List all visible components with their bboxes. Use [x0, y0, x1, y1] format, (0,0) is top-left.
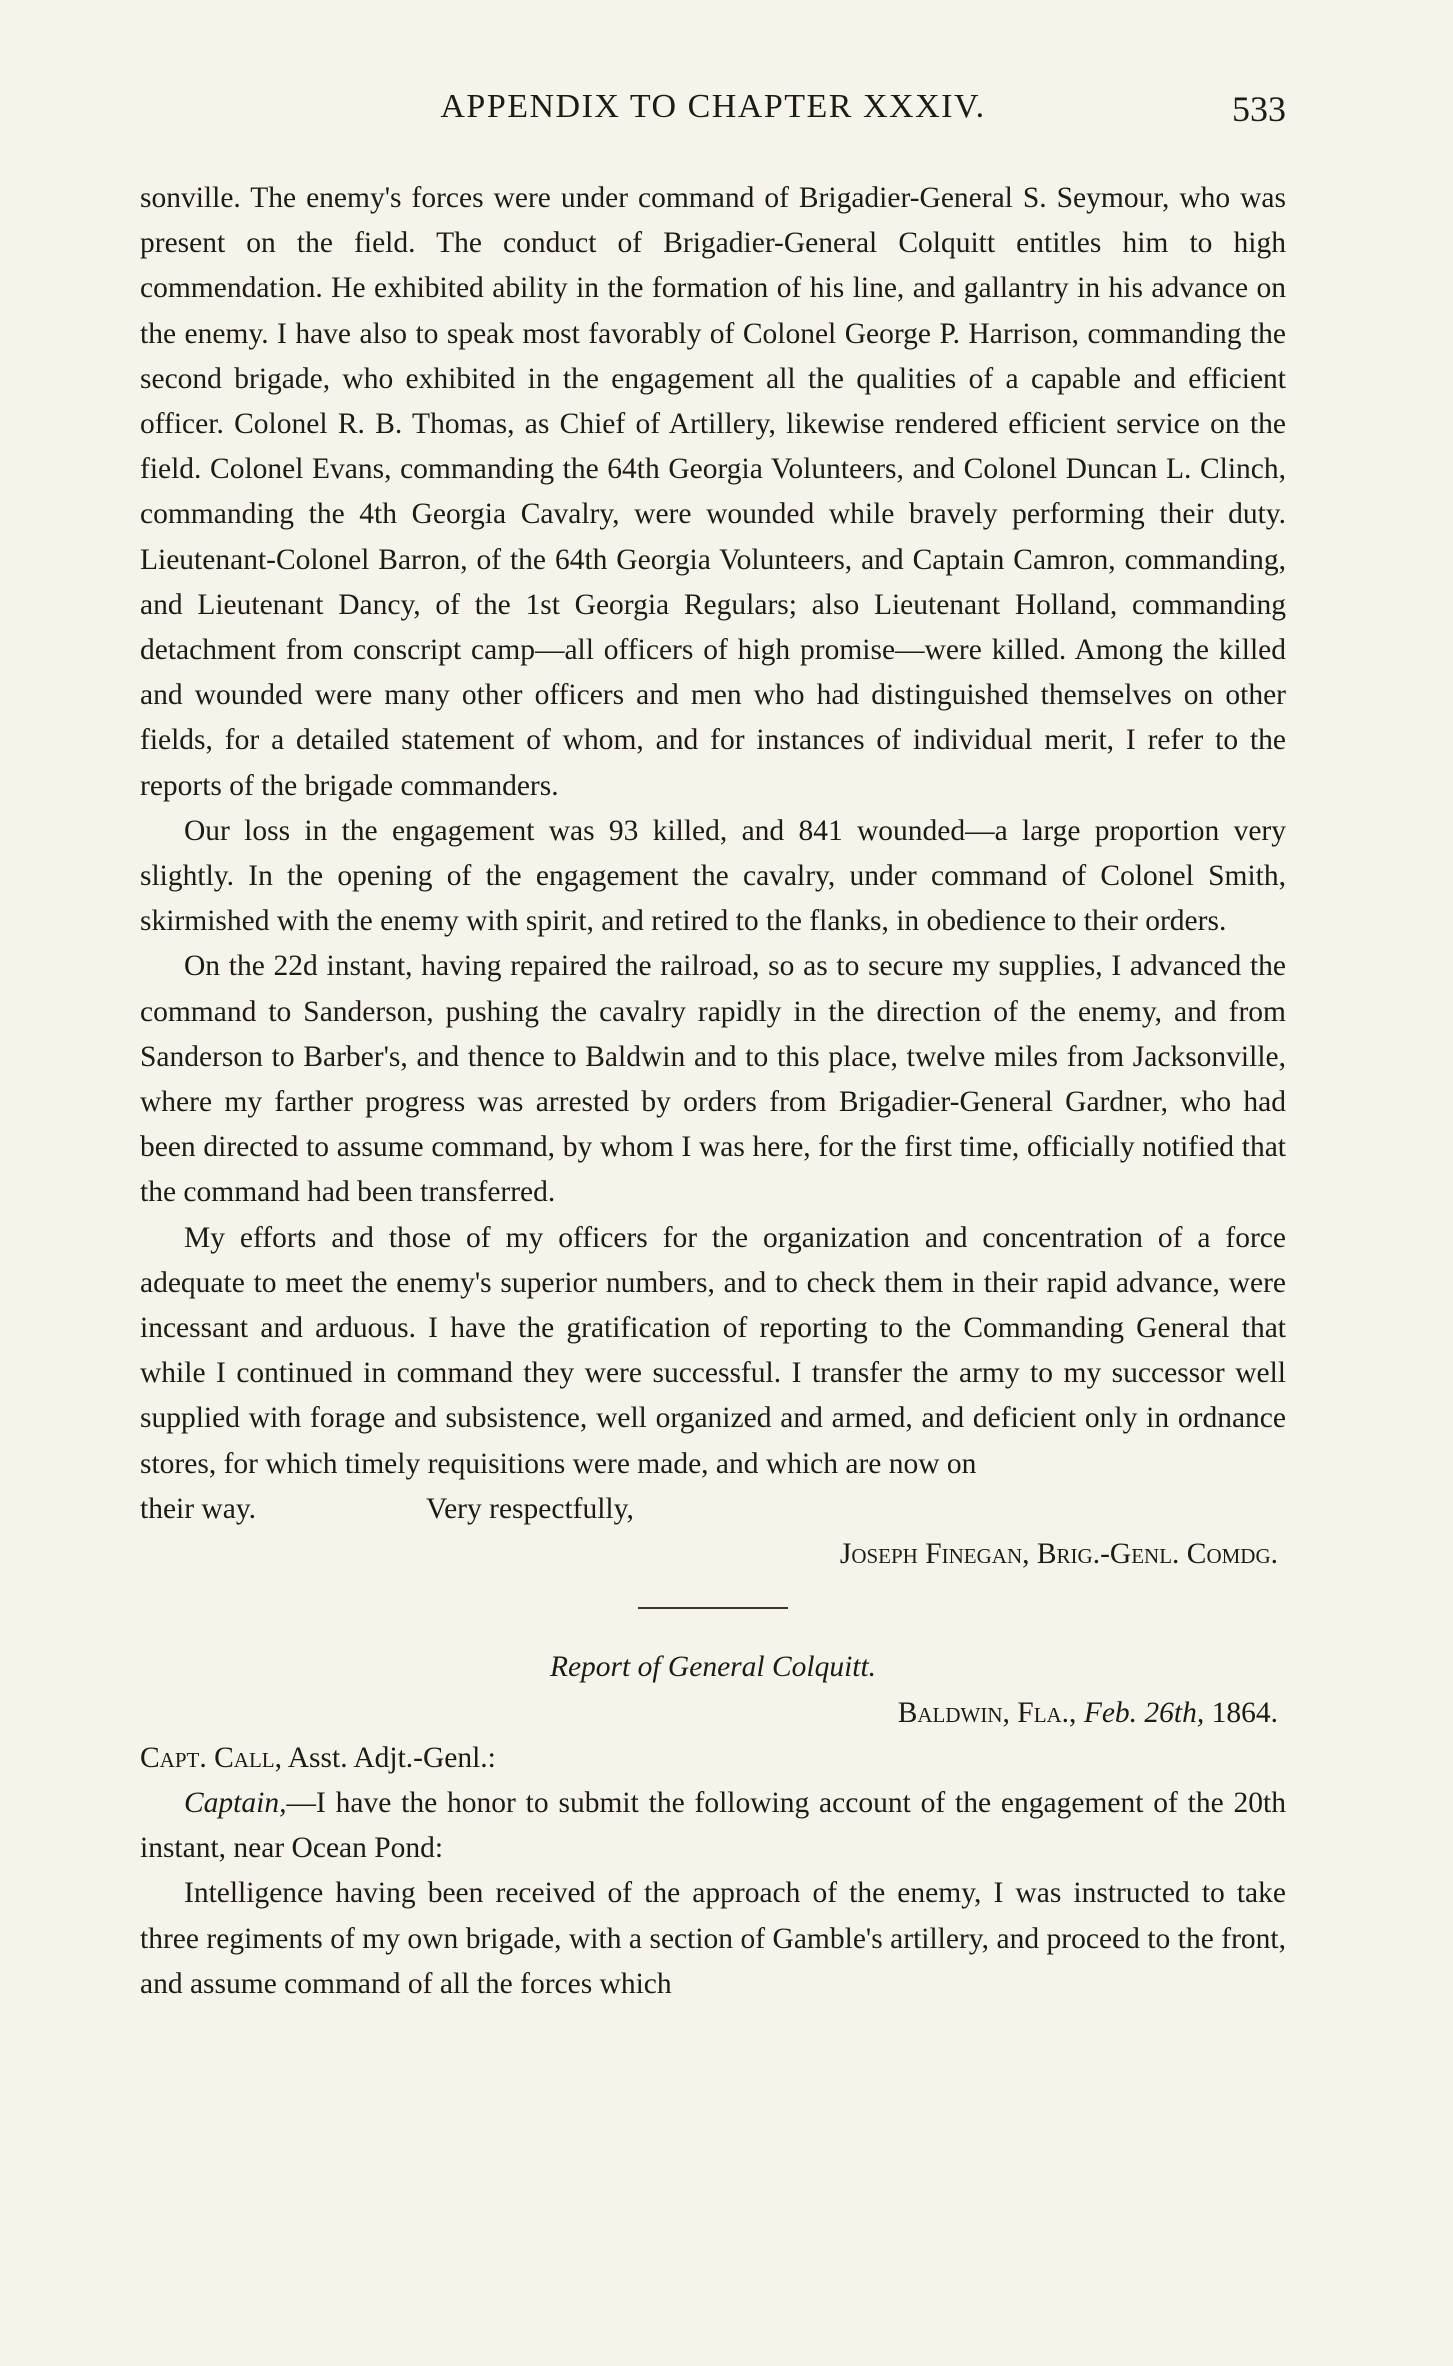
report-paragraph: Intelligence having been received of the approach of the enemy, I was instructed to take three regiments of my own brigade, with a section of Gamble's artillery, and proceed to the front, and assume command of all the forces which: [140, 1877, 1286, 2000]
report-addressee: [140, 1736, 1286, 1781]
paragraph-continued: sonville. The enemy's forces were under command of Brigadier-General S. Seymour, who was present on the field. The conduct of Brigadier-General Colquitt entitles him to high commendation. He exhibited ability in the formation of his line, and gallantry in his advance on the enemy. I have also to speak most favorably of Colonel George P. Harrison, commanding the second brigade, who exhibited in the engagement all the qualities of a capable and efficient officer. Colonel R. B. Thomas, as Chief of Artillery, likewise rendered efficient service on the field. Colonel Evans, commanding the 64th Georgia Volunteers, and Colonel Duncan L. Clinch, commanding the 4th Georgia Cavalry, were wounded while bravely performing their duty. Lieutenant-Colonel Barron, of the 64th Georgia Volunteers, and Captain Camron, commanding, and Lieutenant Dancy, of the 1st Georgia Regulars; also Lieutenant Holland, commanding detachment from conscript camp—all officers of high promise—were killed. Among the killed and wounded were many other officers and men who had distinguished themselves on other fields, for a detailed statement of whom, and for instances of individual merit, I refer to the reports of the brigade commanders.: [140, 182, 1286, 802]
closing-line: [140, 1487, 1286, 1532]
paragraph-efforts: My efforts and those of my officers for the organization and concentration of a force adequate to meet the enemy's superior numbers, and to check them in their rapid advance, were incessant and arduous. I have the gratification of reporting to the Commanding General that while I continued in command they were successful. I transfer the army to my successor well supplied with forage and subsistence, well organized and armed, and deficient only in ordnance stores, for which timely requisitions were made, and which are now on: [140, 1221, 1286, 1480]
paragraph-losses: Our loss in the engagement was 93 killed, and 841 wounded—a large proportion very slightly. In the opening of the engagement the cavalry, under command of Colonel Smith, skirmished with the enemy with spirit, and retired to the flanks, in obedience to their orders.: [140, 814, 1286, 938]
section-divider: [638, 1607, 788, 1609]
addressee-name: Capt. Call,: [140, 1741, 282, 1774]
closing-salutation: Very respectfully,: [426, 1492, 634, 1525]
page-body: [140, 176, 1286, 2007]
report-opening-text: —I have the honor to submit the following account of the engagement of the 20th instant, near Ocean Pond:: [140, 1786, 1286, 1865]
dateline-date: Feb. 26th,: [1083, 1696, 1205, 1729]
page-header: [140, 88, 1286, 148]
signature: Joseph Finegan, Brig.-Genl. Comdg.: [839, 1538, 1278, 1571]
paragraph-advance: On the 22d instant, having repaired the railroad, so as to secure my supplies, I advanced the command to Sanderson, pushing the cavalry rapidly in the direction of the enemy, and from Sanderson to Barber's, and thence to Baldwin and to this place, twelve miles from Jacksonville, where my farther progress was arrested by orders from Brigadier-General Gardner, who had been directed to assume command, by whom I was here, for the first time, officially notified that the command had been transferred.: [140, 950, 1286, 1209]
addressee-title: Asst. Adjt.-Genl.:: [287, 1741, 496, 1774]
last-line-text: their way.: [140, 1492, 257, 1525]
report-title: Report of General Colquitt.: [549, 1651, 877, 1684]
page-number: 533: [1232, 89, 1286, 129]
report-opening: [140, 1781, 1286, 1871]
running-title: APPENDIX TO CHAPTER XXXIV.: [440, 88, 986, 125]
dateline-year: 1864.: [1211, 1696, 1278, 1729]
report-dateline: [140, 1691, 1286, 1736]
dateline-place: Baldwin, Fla.,: [897, 1696, 1077, 1729]
report-salutation: Captain,: [184, 1786, 287, 1819]
